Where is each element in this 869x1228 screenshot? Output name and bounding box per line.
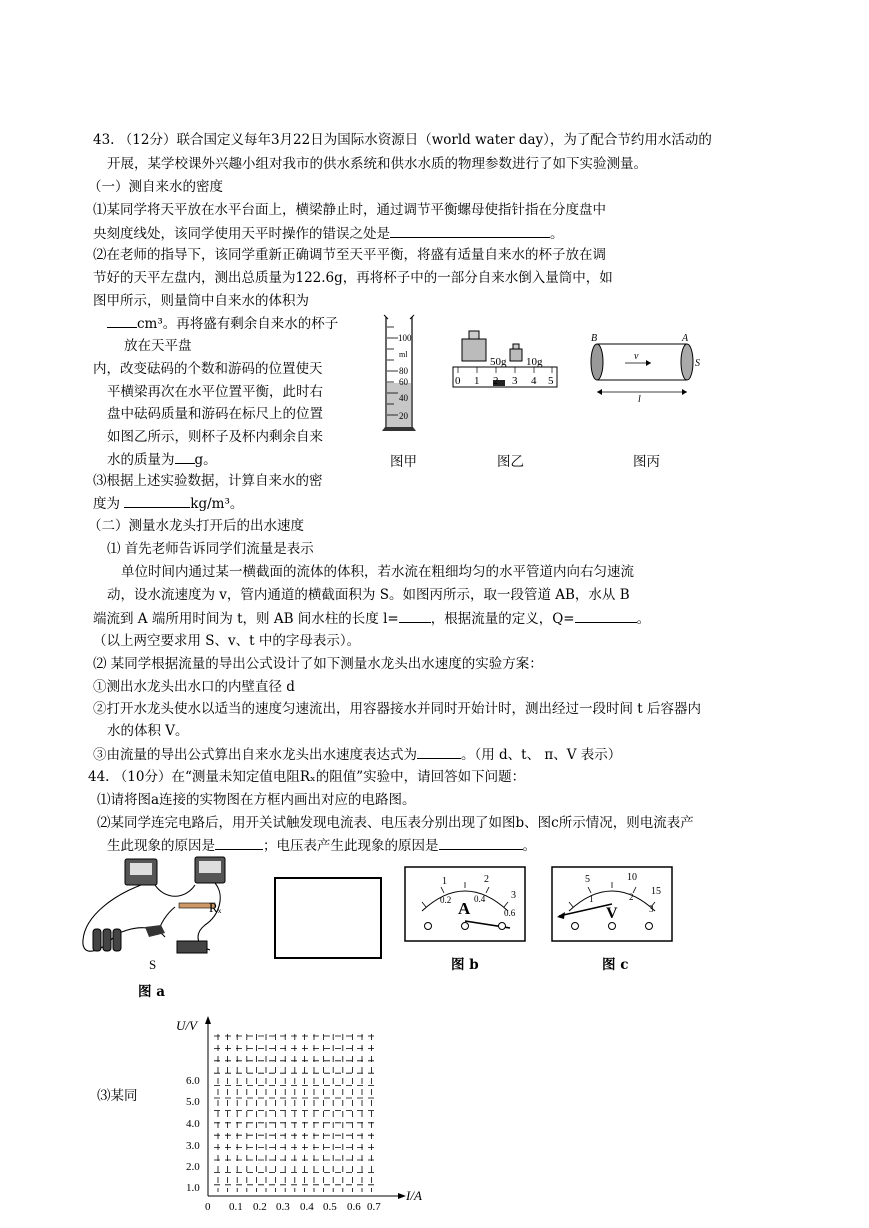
q43-flow-1a: ⑴ 首先老师告诉同学们流量是表示 (107, 541, 314, 557)
graph-x-tick: 0 (205, 1201, 211, 1213)
q43-part3-b-end: kg/m³。 (190, 496, 244, 512)
scale-2: 2 (493, 375, 499, 387)
graph-x-tick: 0.1 (229, 1201, 243, 1213)
graph-x-tick: 0.2 (253, 1201, 267, 1213)
ammeter-top-1: 1 (442, 876, 447, 887)
graph-y-tick: 6.0 (186, 1075, 200, 1087)
ammeter-top-2: 2 (484, 874, 489, 885)
answer-blank-density[interactable] (124, 494, 190, 508)
q44-part2a: ⑵某同学连完电路后，用开关试触发现电流表、电压表分别出现了如图b、图c所示情况，则电流表产 (97, 815, 694, 831)
q44-part1: ⑴请将图a连接的实物图在方框内画出对应的电路图。 (97, 792, 416, 808)
graph-y-axis-label: U/V (176, 1018, 197, 1033)
scale-5: 5 (548, 375, 554, 387)
voltmeter-figure (551, 866, 673, 942)
graduated-cylinder-figure (380, 305, 420, 437)
q43-part2-c: 图甲所示，则量筒中自来水的体积为 (93, 293, 309, 309)
voltmeter-top-15: 15 (651, 886, 661, 897)
voltmeter-bot-1: 1 (589, 894, 594, 904)
q43-part1-b-end: 。 (550, 226, 564, 242)
graph-x-tick: 0.3 (276, 1201, 290, 1213)
q43-step3-end: 。（用 d、t、 π、V 表示） (461, 747, 622, 763)
cyl-tick-60: 60 (399, 377, 408, 387)
cyl-tick-20: 20 (399, 411, 408, 421)
graph-y-tick: 4.0 (186, 1118, 200, 1130)
q43-line2: 开展，某学校课外兴趣小组对我市的供水系统和供水水质的物理参数进行了如下实验测量。 (107, 156, 647, 172)
voltmeter-letter: V (606, 905, 618, 922)
answer-blank-volume[interactable] (107, 314, 137, 328)
caption-fig-jia: 图甲 (390, 454, 417, 470)
q43-flow-1d-end: 。 (636, 611, 651, 627)
q43-part2-d-text: cm³。再将盛有剩余自来水的杯子 (137, 316, 339, 332)
pipe-label-l: l (638, 394, 641, 405)
q43-flow-1d-text: 端流到 A 端所用时间为 t，则 AB 间水柱的长度 l= (93, 611, 399, 627)
q43-part1-b (93, 224, 564, 243)
pipe-label-A: A (682, 333, 689, 344)
q44-part3: ⑶某同 (97, 1088, 138, 1104)
caption-fig-a: 图 a (138, 984, 165, 1000)
q43-step1: ①测出水龙头出水口的内壁直径 d (93, 679, 295, 695)
voltmeter-top-5: 5 (585, 874, 590, 885)
q43-step3 (93, 745, 621, 764)
q43-part2-b: 节好的天平左盘内，测出总质量为122.6g，再将杯子中的一部分自来水倒入量筒中，如 (93, 270, 613, 286)
q44-line1: 44. （10分）在“测量未知定值电阻Rₓ的阻值”实验中，请回答如下问题： (88, 769, 526, 785)
ammeter-bot-0.6: 0.6 (504, 908, 516, 918)
answer-blank-ammeter[interactable] (215, 836, 263, 850)
q44-part2b (107, 836, 536, 855)
graph-y-tick: 1.0 (186, 1182, 200, 1194)
q43-part2-g: 平横梁再次在水平位置平衡，此时右 (107, 384, 323, 400)
answer-blank-mass[interactable] (175, 450, 195, 464)
pipe-label-v: v (634, 351, 639, 362)
graph-y-tick: 5.0 (186, 1096, 200, 1108)
q43-part3-a: ⑶根据上述实验数据，计算自来水的密 (93, 473, 323, 489)
q43-step3-text: ③由流量的导出公式算出自来水龙头出水速度表达式为 (93, 747, 417, 763)
ammeter-top-3: 3 (511, 890, 516, 901)
q43-step2b: 水的体积 V。 (107, 723, 189, 739)
q43-part2-f: 内，改变砝码的个数和游码的位置使天 (93, 361, 323, 377)
answer-blank-voltmeter[interactable] (439, 836, 523, 850)
switch-label: S (149, 957, 157, 972)
voltmeter-bot-2: 2 (629, 892, 634, 902)
q43-part3-b-text: 度为 (93, 496, 120, 512)
balance-weights-figure (448, 325, 563, 393)
q44-part2b-text: 生此现象的原因是 (107, 838, 215, 854)
caption-fig-c: 图 c (602, 957, 629, 973)
q43-flow-1b: 单位时间内通过某一横截面的流体的体积，若水流在粗细均匀的水平管道内向右匀速流 (121, 564, 634, 580)
section1-title: （一）测自来水的密度 (88, 179, 223, 195)
scale-0: 0 (455, 375, 461, 387)
q43-flow-1c: 动，设水流速度为 v，管内通道的横截面积为 S。如图丙所示，取一段管道 AB，水从 B (107, 587, 630, 603)
answer-blank-length[interactable] (399, 609, 431, 623)
q43-part2-i: 如图乙所示，则杯子及杯内剩余自来 (107, 429, 323, 445)
circuit-photo-figure (75, 855, 235, 975)
graph-y-tick: 3.0 (186, 1140, 200, 1152)
scale-1: 1 (474, 375, 480, 387)
cyl-tick-80: 80 (399, 366, 408, 376)
caption-fig-bing: 图丙 (633, 454, 660, 470)
pipe-label-S: S (695, 358, 700, 369)
q43-line1: 43. （12分）联合国定义每年3月22日为国际水资源日（world water day），为了配合节约用水活动的 (93, 132, 712, 148)
graph-x-axis-label: I/A (406, 1188, 422, 1203)
q43-part2-h: 盘中砝码质量和游码在标尺上的位置 (107, 406, 323, 422)
caption-fig-yi: 图乙 (497, 454, 524, 470)
answer-blank-speed[interactable] (417, 745, 461, 759)
q43-part2-e: 放在天平盘 (124, 338, 192, 354)
graph-x-tick: 0.6 (347, 1201, 361, 1213)
cyl-tick-40: 40 (399, 393, 408, 403)
caption-fig-b: 图 b (451, 957, 479, 973)
answer-blank-error[interactable] (390, 224, 550, 238)
ammeter-figure (404, 866, 526, 942)
q43-part3-b (93, 494, 243, 513)
u-i-graph (170, 1010, 440, 1218)
graph-x-tick: 0.4 (300, 1201, 314, 1213)
q44-part2b-end: 。 (522, 838, 536, 854)
q43-part2-a: ⑵在老师的指导下，该同学重新正确调节至天平平衡，将盛有适量自来水的杯子放在调 (93, 247, 606, 263)
q43-flow-1d (93, 609, 650, 628)
q43-part2-j-end: g。 (194, 452, 217, 468)
ammeter-bot-0.2: 0.2 (440, 895, 452, 905)
voltmeter-bot-3: 3 (649, 904, 654, 914)
q44-part2b-mid: ；电压表产生此现象的原因是 (263, 838, 439, 854)
ammeter-letter: A (458, 899, 471, 918)
graph-x-tick: 0.5 (323, 1201, 337, 1213)
rx-label: Rₓ (209, 900, 222, 915)
voltmeter-top-10: 10 (627, 872, 637, 883)
q43-part2-j-text: 水的质量为 (107, 452, 175, 468)
answer-blank-flow[interactable] (575, 609, 637, 623)
q43-part2-d (107, 314, 338, 333)
weight-10g-label: 10g (526, 356, 543, 368)
cyl-tick-ml: ml (399, 350, 408, 359)
section2-title: （二）测量水龙头打开后的出水速度 (88, 518, 304, 534)
q43-step2a: ②打开水龙头使水以适当的速度匀速流出，用容器接水并同时开始计时，测出经过一段时间 t 后容器内 (93, 701, 702, 717)
ammeter-bot-0.4: 0.4 (474, 894, 486, 904)
q43-part1-b-text: 央刻度线处，该同学使用天平时操作的错误之处是 (93, 226, 390, 242)
q43-flow-1d-mid: ，根据流量的定义，Q= (430, 611, 575, 627)
weight-50g-label: 50g (490, 356, 507, 368)
q43-part2-j (107, 450, 217, 469)
graph-y-tick: 2.0 (186, 1161, 200, 1173)
circuit-diagram-answer-box[interactable] (274, 877, 382, 959)
q43-flow-2: ⑵ 某同学根据流量的导出公式设计了如下测量水龙头出水速度的实验方案： (93, 656, 543, 672)
graph-x-tick: 0.7 (367, 1201, 381, 1213)
pipe-label-B: B (591, 333, 598, 344)
cyl-tick-100: 100 (398, 333, 412, 343)
q43-part1-a: ⑴某同学将天平放在水平台面上，横梁静止时，通过调节平衡螺母使指针指在分度盘中 (93, 202, 606, 218)
scale-4: 4 (531, 375, 537, 387)
scale-3: 3 (512, 375, 518, 387)
water-pipe-figure (585, 330, 710, 405)
q43-flow-1e: （以上两空要求用 S、v、t 中的字母表示）。 (93, 633, 361, 649)
